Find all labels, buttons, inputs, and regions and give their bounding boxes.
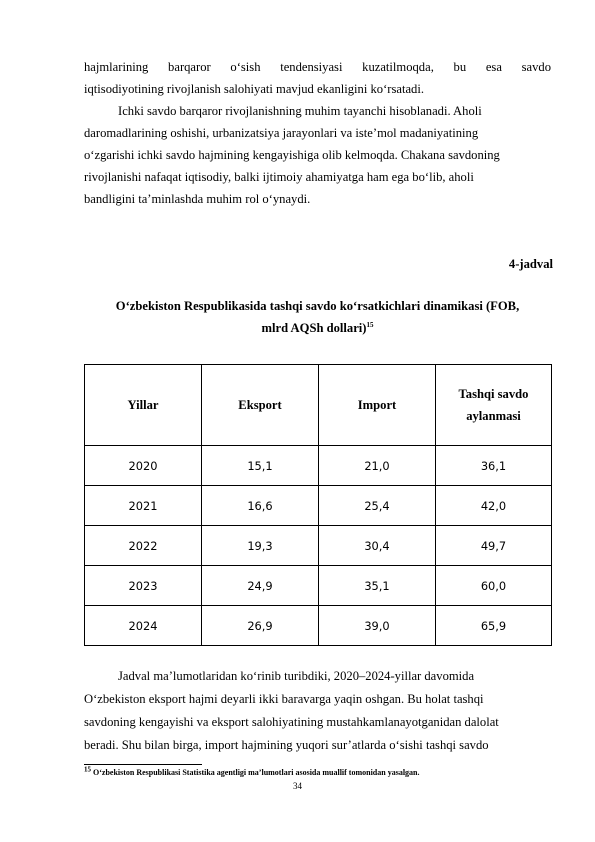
table-cell: 2022 — [85, 526, 202, 566]
column-header — [436, 365, 552, 446]
footnote — [84, 765, 420, 777]
table-row — [85, 446, 552, 486]
paragraph-line-4: daromadlarining oshishi, urbanizatsiya jarayonlari va iste’mol madaniyatining — [84, 126, 479, 140]
footnote-separator — [84, 764, 202, 765]
footnote-number: 15 — [84, 765, 91, 774]
paragraph-line-8: Jadval ma’lumotlaridan ko‘rinib turibdiki, 2020–2024-yillar davomida — [118, 669, 475, 683]
footnote-text: O‘zbekiston Respublikasi Statistika agentligi ma’lumotlari asosida muallif tomonidan yasalgan. — [93, 768, 420, 777]
table-cell: 2023 — [85, 566, 202, 606]
table-cell: 15,1 — [202, 446, 319, 486]
table-cell: 39,0 — [319, 606, 436, 646]
table-cell: 42,0 — [436, 486, 552, 526]
table-row — [85, 606, 552, 646]
footnote-ref: 15 — [366, 320, 374, 329]
table-cell: 60,0 — [436, 566, 552, 606]
paragraph-line-3: Ichki savdo barqaror rivojlanishning muhim tayanchi hisoblanadi. Aholi — [118, 104, 482, 118]
table-cell: 2021 — [85, 486, 202, 526]
table-row — [85, 566, 552, 606]
column-header-line-1: Tashqi savdo — [458, 387, 529, 401]
table-cell: 2024 — [85, 606, 202, 646]
table-title — [84, 295, 551, 339]
table-cell: 16,6 — [202, 486, 319, 526]
paragraph-line-10: savdoning kengayishi va eksport salohiyatining mustahkamlanayotganidan dalolat — [84, 715, 499, 729]
table-cell: 36,1 — [436, 446, 552, 486]
table-number-label: 4-jadval — [508, 257, 553, 271]
table-cell: 26,9 — [202, 606, 319, 646]
column-header: Import — [319, 365, 436, 446]
paragraph-line-5: o‘zgarishi ichki savdo hajmining kengayishiga olib kelmoqda. Chakana savdoning — [84, 148, 500, 162]
column-header-line-2: aylanmasi — [466, 409, 521, 423]
column-header: Yillar — [85, 365, 202, 446]
page-number: 34 — [293, 781, 302, 791]
paragraph-line-1: hajmlarining barqaror o‘sish tendensiyasi kuzatilmoqda, bu esa savdo — [84, 60, 551, 74]
paragraph-line-11: beradi. Shu bilan birga, import hajmining yuqori sur’atlarda o‘sishi tashqi savdo — [84, 738, 489, 752]
paragraph-line-6: rivojlanishi nafaqat iqtisodiy, balki ijtimoiy ahamiyatga ham ega bo‘lib, aholi — [84, 170, 474, 184]
table-title-line-2: mlrd AQSh dollari) — [261, 321, 367, 335]
table-cell: 21,0 — [319, 446, 436, 486]
table-cell: 65,9 — [436, 606, 552, 646]
table-cell: 30,4 — [319, 526, 436, 566]
table-row — [85, 526, 552, 566]
table-cell: 2020 — [85, 446, 202, 486]
column-header: Eksport — [202, 365, 319, 446]
paragraph-line-2: iqtisodiyotining rivojlanish salohiyati mavjud ekanligini ko‘rsatadi. — [84, 82, 424, 96]
table-header-row — [85, 365, 552, 446]
paragraph-line-9: O‘zbekiston eksport hajmi deyarli ikki baravarga yaqin oshgan. Bu holat tashqi — [84, 692, 484, 706]
table-cell: 25,4 — [319, 486, 436, 526]
paragraph-line-7: bandligini ta’minlashda muhim rol o‘ynaydi. — [84, 192, 311, 206]
table-title-line-1: O‘zbekiston Respublikasida tashqi savdo ko‘rsatkichlari dinamikasi (FOB, — [115, 299, 520, 313]
table-row — [85, 486, 552, 526]
table-cell: 35,1 — [319, 566, 436, 606]
table-cell: 49,7 — [436, 526, 552, 566]
data-table — [84, 364, 552, 646]
table-cell: 19,3 — [202, 526, 319, 566]
table-cell: 24,9 — [202, 566, 319, 606]
